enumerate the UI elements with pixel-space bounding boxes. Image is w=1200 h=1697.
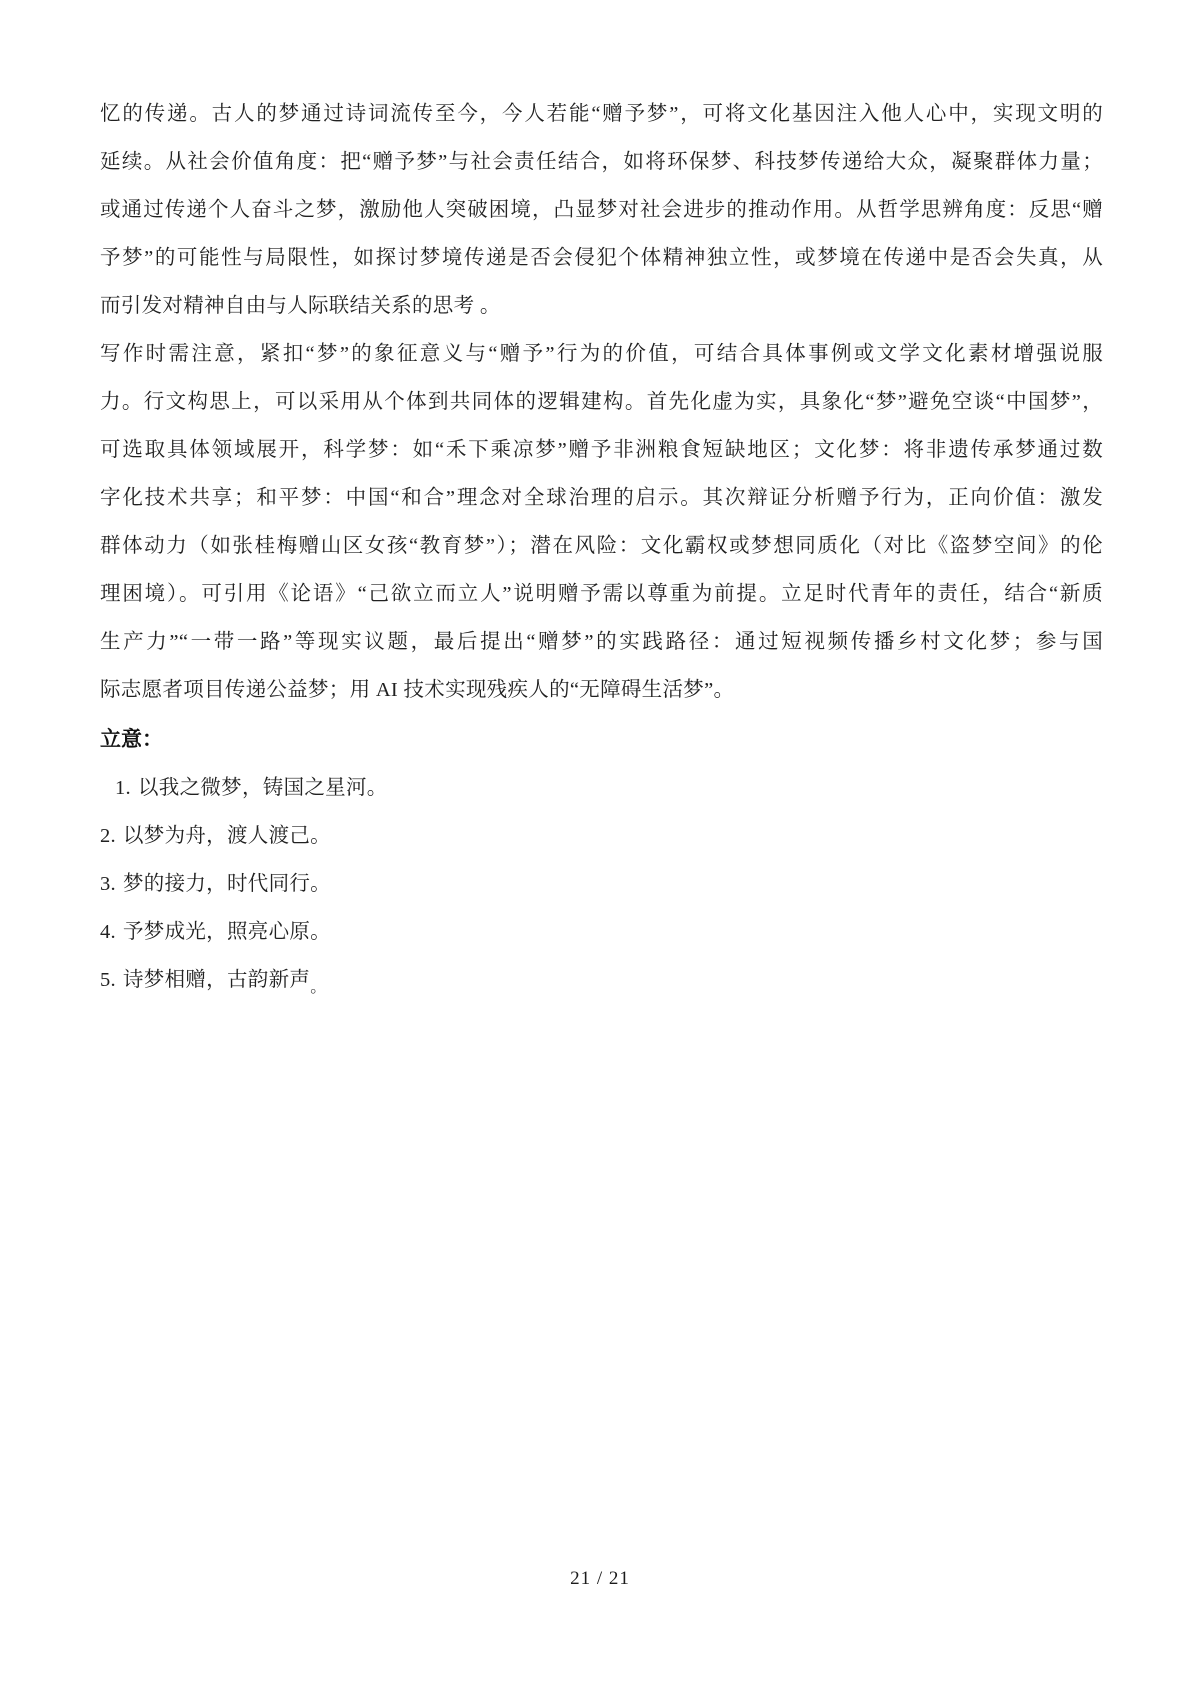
list-item — [100, 908, 1103, 956]
page-number: 21 / 21 — [570, 1568, 630, 1589]
document-body — [100, 90, 1103, 1006]
body-line: 或通过传递个人奋斗之梦，激励他人突破困境，凸显梦对社会进步的推动作用。从哲学思辨角度：反思“赠 — [100, 199, 1103, 221]
list-item-text: 诗梦相赠，古韵新声 — [122, 969, 311, 991]
body-line: 予梦”的可能性与局限性，如探讨梦境传递是否会侵犯个体精神独立性，或梦境在传递中是否会失真，从 — [100, 247, 1103, 269]
list-item-number: 2. — [100, 825, 116, 847]
list-item — [100, 860, 1103, 908]
body-line: 字化技术共享；和平梦：中国“和合”理念对全球治理的启示。其次辩证分析赠予行为，正向价值：激发 — [100, 487, 1103, 509]
list-item-number: 4. — [100, 921, 116, 943]
body-line: 群体动力（如张桂梅赠山区女孩“教育梦”）；潜在风险：文化霸权或梦想同质化（对比《盗梦空间》的伦 — [100, 535, 1103, 557]
paragraph-1 — [100, 90, 1103, 330]
list-item — [100, 956, 1103, 1006]
body-line: 忆的传递。古人的梦通过诗词流传至今，今人若能“赠予梦”，可将文化基因注入他人心中，实现文明的 — [100, 103, 1103, 125]
list-item-period: 。 — [310, 979, 327, 996]
body-line: 写作时需注意，紧扣“梦”的象征意义与“赠予”行为的价值，可结合具体事例或文学文化素材增强说服 — [100, 343, 1103, 365]
list-item-number: 3. — [100, 873, 116, 895]
list-item-text: 予梦成光，照亮心原。 — [122, 921, 331, 943]
body-line: 可选取具体领域展开，科学梦：如“禾下乘凉梦”赠予非洲粮食短缺地区；文化梦：将非遗传承梦通过数 — [100, 439, 1103, 461]
paragraph-2 — [100, 330, 1103, 714]
body-line: 力。行文构思上，可以采用从个体到共同体的逻辑建构。首先化虚为实，具象化“梦”避免空谈“中国梦”， — [100, 391, 1103, 413]
body-line: 生产力”“一带一路”等现实议题，最后提出“赠梦”的实践路径：通过短视频传播乡村文化梦；参与国 — [100, 631, 1103, 653]
body-line: 理困境）。可引用《论语》“己欲立而立人”说明赠予需以尊重为前提。立足时代青年的责任，结合“新质 — [100, 583, 1103, 605]
body-line: 际志愿者项目传递公益梦；用 AI 技术实现残疾人的“无障碍生活梦”。 — [100, 679, 735, 701]
list-item-text: 梦的接力，时代同行。 — [122, 873, 331, 895]
body-line: 延续。从社会价值角度：把“赠予梦”与社会责任结合，如将环保梦、科技梦传递给大众，凝聚群体力量； — [100, 151, 1103, 173]
theme-list — [100, 764, 1103, 1006]
section-heading-liyi: 立意： — [100, 728, 163, 751]
list-item-number: 5. — [100, 969, 116, 991]
list-item-text: 以梦为舟，渡人渡己。 — [122, 825, 331, 847]
list-item — [100, 812, 1103, 860]
body-line: 而引发对精神自由与人际联结关系的思考 。 — [100, 295, 501, 317]
list-item-number: 1. — [115, 777, 131, 799]
list-item-text: 以我之微梦，铸国之星河。 — [137, 777, 388, 799]
list-item — [100, 764, 1103, 812]
